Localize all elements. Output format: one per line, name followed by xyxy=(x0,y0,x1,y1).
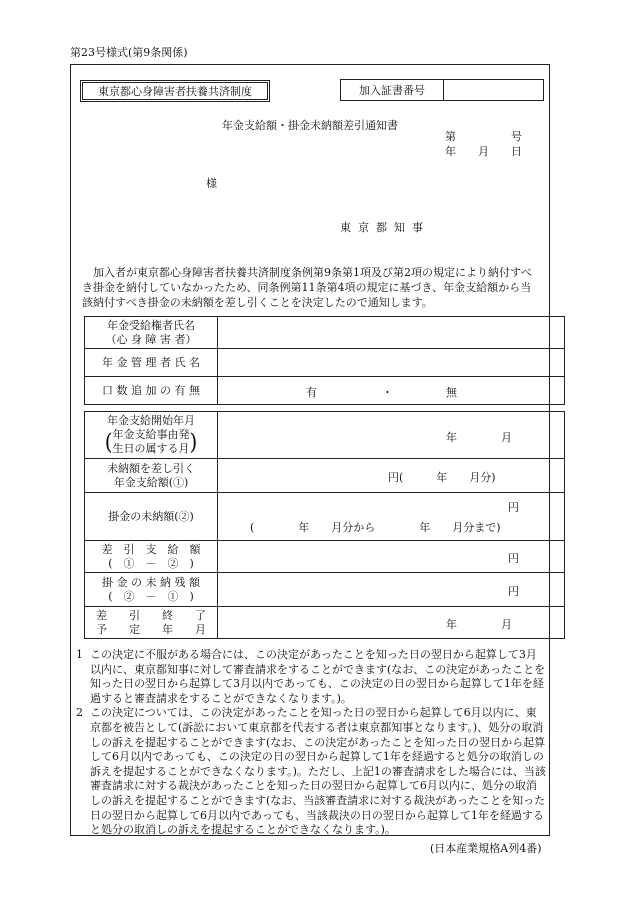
notes xyxy=(76,648,546,838)
additional-units-label: 口 数 追 加 の 有 無 xyxy=(85,377,218,405)
document-number: 第 号 xyxy=(445,130,522,143)
certificate-number-label: 加入証書番号 xyxy=(341,80,444,100)
pension-start-field[interactable] xyxy=(218,412,565,459)
recipient-table xyxy=(84,316,565,405)
form-number: 第23号様式(第9条関係) xyxy=(70,46,188,59)
remaining-unpaid-field[interactable] xyxy=(218,573,565,607)
system-name-box xyxy=(80,80,270,102)
document-title: 年金支給額・掛金未納額差引通知書 xyxy=(222,119,398,132)
net-payment-yen: 円 xyxy=(508,552,519,565)
separator-dot: ・ xyxy=(382,386,393,399)
amount-before-deduction-value: 円( 年 月分) xyxy=(388,471,496,484)
note-text: この決定に不服がある場合には、この決定があったことを知った日の翌日から起算して3月以内に、東京都知事に対して審査請求をすることができます(なお、この決定があったことを知った日の翌日から起算して3月以内であっても、この決定の日の翌日から起算して1年を経過すると審査請求をすることができなくなります。)。 xyxy=(90,648,546,705)
additional-units-no[interactable]: 無 xyxy=(446,386,457,399)
certificate-number-field[interactable] xyxy=(444,80,543,100)
additional-units-yes[interactable]: 有 xyxy=(306,386,317,399)
document-date: 年 月 日 xyxy=(445,145,522,158)
issuer: 東京都知事 xyxy=(340,221,430,234)
manager-name-field[interactable] xyxy=(218,349,565,377)
net-payment-label: 差 引 支 給 額 ( ① － ② ) xyxy=(85,541,218,573)
recipient-name-label: 年金受給権者氏名 （心 身 障 害 者） xyxy=(85,317,218,349)
note-item: 1 この決定に不服がある場合には、この決定があったことを知った日の翌日から起算して3月以内に、東京都知事に対して審査請求をすることができます(なお、この決定があったことを知った日の翌日から起算して3月以内であっても、この決定の日の翌日から起算して1年を経過すると審査請求をすることができなくなります。)。 xyxy=(76,648,546,705)
unpaid-premium-period: ( 年 月分から 年 月分まで) xyxy=(250,521,501,534)
remaining-unpaid-label: 掛 金 の 未 納 残 額 ( ② － ① ) xyxy=(85,573,218,607)
unpaid-premium-label: 掛金の未納額(②) xyxy=(85,493,218,541)
net-payment-field[interactable] xyxy=(218,541,565,573)
addressee-suffix: 様 xyxy=(206,177,217,190)
note-item: 2 この決定については、この決定があったことを知った日の翌日から起算して6月以内に、東京都を被告として(訴訟において東京都を代表する者は東京都知事となります。)、処分の取消しの訴えを提起することができます(なお、この決定があったことを知った日の翌日から起算して6月以内であっても、この決定の日の翌日から起算して1年を経過すると処分の取消しの訴えを提起することができなくなります。)。ただし、上記1の審査請求をした場合には、当該審査請求に対する裁決があったことを知った日の翌日から起算して6月以内に、処分の取消しの訴えを提起することができます(なお、当該審査請求に対する裁決があったことを知った日の翌日から起算して6月以内であっても、当該裁決の日の翌日から起算して1年を経過すると処分の取消しの訴えを提起することができなくなります。)。 xyxy=(76,706,546,837)
notice-body: 加入者が東京都心身障害者扶養共済制度条例第9条第1項及び第2項の規定により納付すべき掛金を納付していなかったため、同条例第11条第4項の規定に基づき、年金支給額から当該納付すべき掛金の未納額を差し引くことを決定したので通知します。 xyxy=(82,266,532,309)
deduction-end-label: 差 引 終 了 予 定 年 月 xyxy=(85,607,218,639)
amount-before-deduction-field[interactable] xyxy=(218,459,565,493)
paper-size-note: (日本産業規格A列4番) xyxy=(430,842,542,855)
deduction-end-field[interactable] xyxy=(218,607,565,639)
pension-start-label: 年金支給開始年月 ( 年金支給事由発 生日の属する月 ) xyxy=(85,412,218,459)
pension-start-value: 年 月 xyxy=(446,431,512,444)
remaining-unpaid-yen: 円 xyxy=(508,585,519,598)
manager-name-label: 年 金 管 理 者 氏 名 xyxy=(85,349,218,377)
system-name: 東京都心身障害者扶養共済制度 xyxy=(98,85,252,98)
recipient-name-field[interactable] xyxy=(218,317,565,349)
unpaid-premium-yen: 円 xyxy=(508,501,519,514)
amount-before-deduction-label: 未納額を差し引く 年金支給額(①) xyxy=(85,459,218,493)
additional-units-field[interactable] xyxy=(218,377,565,405)
certificate-number-box xyxy=(340,79,544,101)
amount-table xyxy=(84,411,565,639)
deduction-end-value: 年 月 xyxy=(446,618,512,631)
note-text: この決定については、この決定があったことを知った日の翌日から起算して6月以内に、東京都を被告として(訴訟において東京都を代表する者は東京都知事となります。)、処分の取消しの訴えを提起することができます(なお、この決定があったことを知った日の翌日から起算して6月以内であっても、この決定の日の翌日から起算して1年を経過すると処分の取消しの訴えを提起することができなくなります。)。ただし、上記1の審査請求をした場合には、当該審査請求に対する裁決があったことを知った日の翌日から起算して6月以内に、処分の取消しの訴えを提起することができます(なお、当該審査請求に対する裁決があったことを知った日の翌日から起算して6月以内であっても、当該裁決の日の翌日から起算して1年を経過すると処分の取消しの訴えを提起することができなくなります。)。 xyxy=(90,706,546,837)
unpaid-premium-field[interactable] xyxy=(218,493,565,541)
